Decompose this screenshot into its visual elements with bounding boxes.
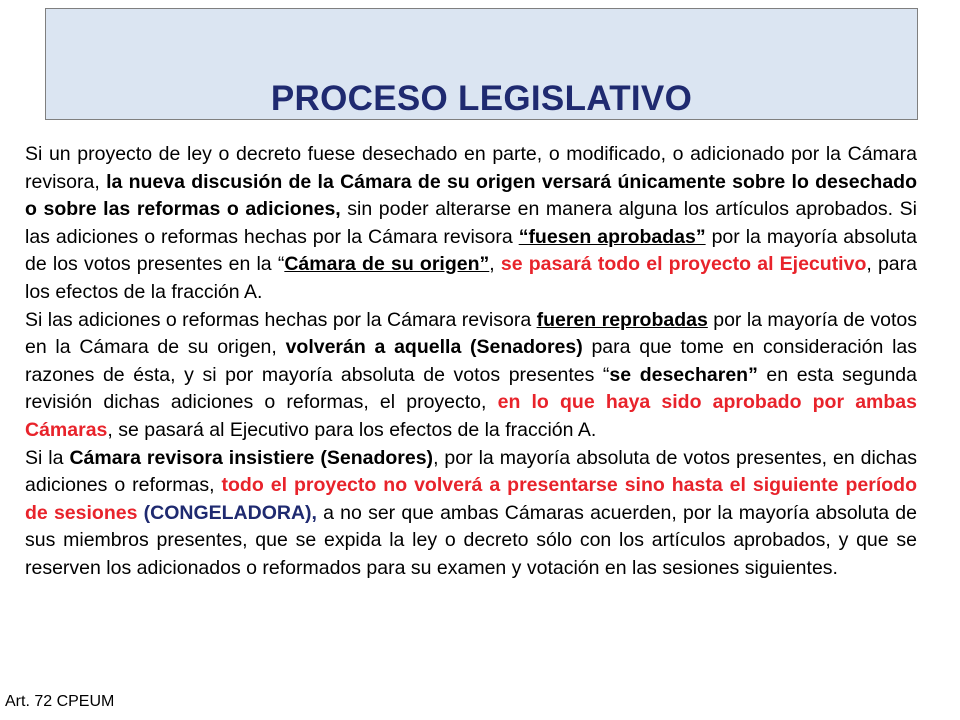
bold-span: volverán a aquella (Senadores): [285, 336, 583, 359]
red-highlight-span: todo el proyecto no volverá a presentarse sino hasta el siguiente período de sesiones: [25, 474, 917, 524]
underlined-span: fueren reprobadas: [536, 308, 708, 331]
paragraph-3: [25, 445, 917, 583]
text-span: sin poder alterarse en manera alguna los artículos aprobados. Si las adiciones o reformas hechas por la Cámara revisora: [25, 198, 917, 248]
red-highlight-span: en lo que haya sido aprobado por ambas Cámaras: [25, 391, 917, 441]
red-highlight-span: se pasará todo el proyecto al Ejecutivo: [500, 253, 867, 276]
article-reference: Art. 72 CPEUM: [5, 693, 115, 710]
text-span: por la mayoría de votos en la Cámara de su origen,: [25, 308, 918, 359]
paragraph-1: [25, 141, 917, 307]
text-span: , para los efectos de la fracción A.: [25, 253, 917, 303]
text-span: Si un proyecto de ley o decreto fuese desechado en parte, o modificado, o adicionado por la Cámara revisora,: [25, 143, 917, 193]
text-span: , por la mayoría absoluta de votos presentes, en dichas adiciones o reformas,: [25, 446, 917, 497]
text-span: ,: [489, 253, 501, 276]
text-span: Si la: [25, 446, 70, 469]
title-banner: [45, 8, 918, 120]
text-span: , se pasará al Ejecutivo para los efectos de la fracción A.: [107, 418, 597, 441]
underlined-span: Cámara de su origen”: [284, 253, 490, 276]
text-span: en esta segunda revisión dichas adiciones o reformas, el proyecto,: [25, 363, 917, 414]
article-text: [25, 141, 917, 583]
navy-highlight-span: (CONGELADORA),: [143, 501, 317, 524]
bold-span: Cámara revisora insistiere (Senadores): [69, 446, 434, 469]
text-span: por la mayoría absoluta de los votos presentes en la “: [25, 225, 917, 276]
underlined-span: “fuesen aprobadas”: [518, 225, 706, 248]
text-span: a no ser que ambas Cámaras acuerden, por la mayoría absoluta de sus miembros presentes, que se expida la ley o decreto sólo con los artículos aprobados, y que se reserven los adicionados o reformados para su examen y votación en las sesiones siguientes.: [25, 501, 917, 579]
bold-span: la nueva discusión de la Cámara de su origen versará únicamente sobre lo desechado o sobre las reformas o adiciones,: [25, 170, 918, 221]
bold-span: se desecharen”: [609, 363, 758, 386]
text-span: para que tome en consideración las razones de ésta, y si por mayoría absoluta de votos presentes “: [25, 336, 917, 386]
paragraph-2: [25, 307, 917, 445]
text-span: Si las adiciones o reformas hechas por la Cámara revisora: [25, 308, 537, 331]
page-title: PROCESO LEGISLATIVO: [270, 79, 693, 118]
